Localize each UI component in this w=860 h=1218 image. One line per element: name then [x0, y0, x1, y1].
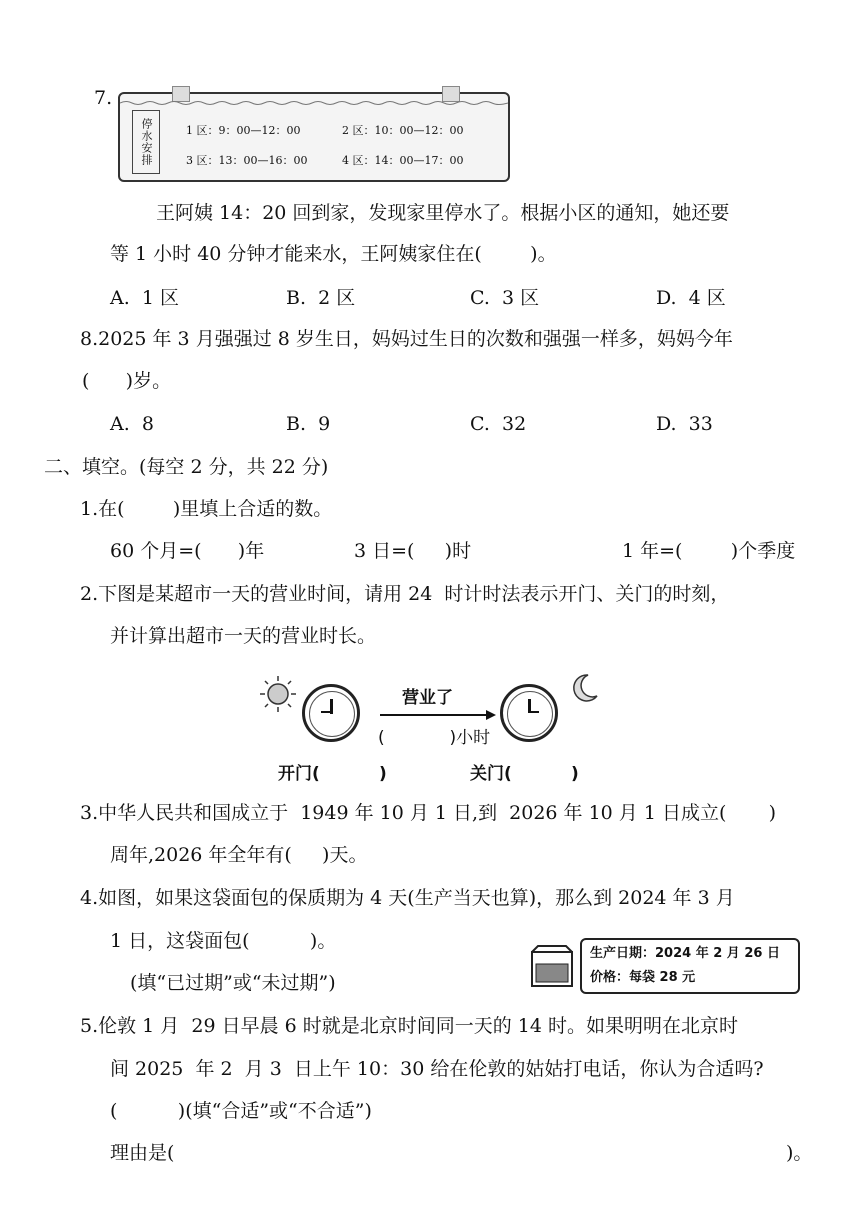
f4-text-line2: 1 日，这袋面包( )。	[110, 930, 337, 952]
bread-bag-icon	[528, 944, 576, 990]
q8-option-d: D. 33	[656, 413, 713, 435]
f5-text-line2: 间 2025 年 2 月 3 日上午 10：30 给在伦敦的姑姑打电话，你认为合适吗?	[110, 1058, 764, 1080]
f4-text-line1: 4.如图，如果这袋面包的保质期为 4 天(生产当天也算)，那么到 2024 年 3 月	[80, 887, 735, 909]
question-number: 7.	[94, 87, 113, 109]
q8-text-line2: ( )岁。	[82, 370, 172, 392]
f5-text-line1: 5.伦敦 1 月 29 日早晨 6 时就是北京时间同一天的 14 时。如果明明在北京时	[80, 1015, 739, 1037]
q7-option-d: D. 4 区	[656, 287, 726, 309]
q7-option-b: B. 2 区	[286, 287, 356, 309]
bread-label	[580, 938, 800, 994]
water-outage-notice	[118, 92, 510, 182]
q8-text-line1: 8.2025 年 3 月强强过 8 岁生日，妈妈过生日的次数和强强一样多，妈妈今年	[80, 328, 733, 350]
price: 价格：每袋 28 元	[590, 970, 696, 985]
close-time-blank: 关门( )	[470, 764, 579, 784]
f2-text-line1: 2.下图是某超市一天的营业时间，请用 24 时计时法表示开门、关门的时刻，	[80, 583, 730, 605]
f3-text-line1: 3.中华人民共和国成立于 1949 年 10 月 1 日,到 2026 年 10 月 1 日成立( )	[80, 802, 777, 824]
f1-blank-hours: 3 日=( )时	[354, 540, 472, 562]
q8-option-c: C. 32	[470, 413, 527, 435]
f3-text-line2: 周年,2026 年全年有( )天。	[110, 844, 368, 866]
zone-1-schedule: 1 区：9：00—12：00	[186, 124, 301, 137]
sun-icon	[258, 674, 298, 714]
section-heading: 二、填空。(每空 2 分，共 22 分)	[44, 456, 329, 478]
f5-reason-label: 理由是(	[110, 1142, 175, 1164]
zone-4-schedule: 4 区：14：00—17：00	[342, 154, 464, 167]
moon-icon	[570, 672, 600, 704]
f1-blank-months: 60 个月=( )年	[110, 540, 265, 562]
arrow-icon	[378, 708, 498, 722]
zone-3-schedule: 3 区：13：00—16：00	[186, 154, 308, 167]
q7-option-c: C. 3 区	[470, 287, 540, 309]
notice-tag: 停水安排	[132, 110, 160, 174]
f4-hint: (填“已过期”或“未过期”)	[130, 972, 336, 994]
close-time-clock	[500, 684, 558, 742]
q7-text-line1: 王阿姨 14：20 回到家，发现家里停水了。根据小区的通知，她还要	[156, 202, 730, 224]
open-time-clock	[302, 684, 360, 742]
q8-option-a: A. 8	[110, 413, 154, 435]
production-date: 生产日期：2024 年 2 月 26 日	[590, 946, 780, 961]
q7-text-line2: 等 1 小时 40 分钟才能来水，王阿姨家住在( )。	[110, 243, 557, 265]
diagram-label: 营业了	[402, 688, 453, 708]
q7-option-a: A. 1 区	[110, 287, 179, 309]
zone-2-schedule: 2 区：10：00—12：00	[342, 124, 464, 137]
wave-decoration	[120, 100, 508, 106]
q8-option-b: B. 9	[286, 413, 331, 435]
f5-answer-blank: ( )(填“合适”或“不合适”)	[110, 1100, 372, 1122]
f1-text: 1.在( )里填上合适的数。	[80, 498, 333, 520]
f2-text-line2: 并计算出超市一天的营业时长。	[110, 625, 377, 647]
f5-reason-end: )。	[786, 1142, 813, 1164]
duration-blank: ( )小时	[378, 728, 491, 748]
open-time-blank: 开门( )	[278, 764, 387, 784]
f1-blank-seasons: 1 年=( )个季度	[622, 540, 796, 562]
